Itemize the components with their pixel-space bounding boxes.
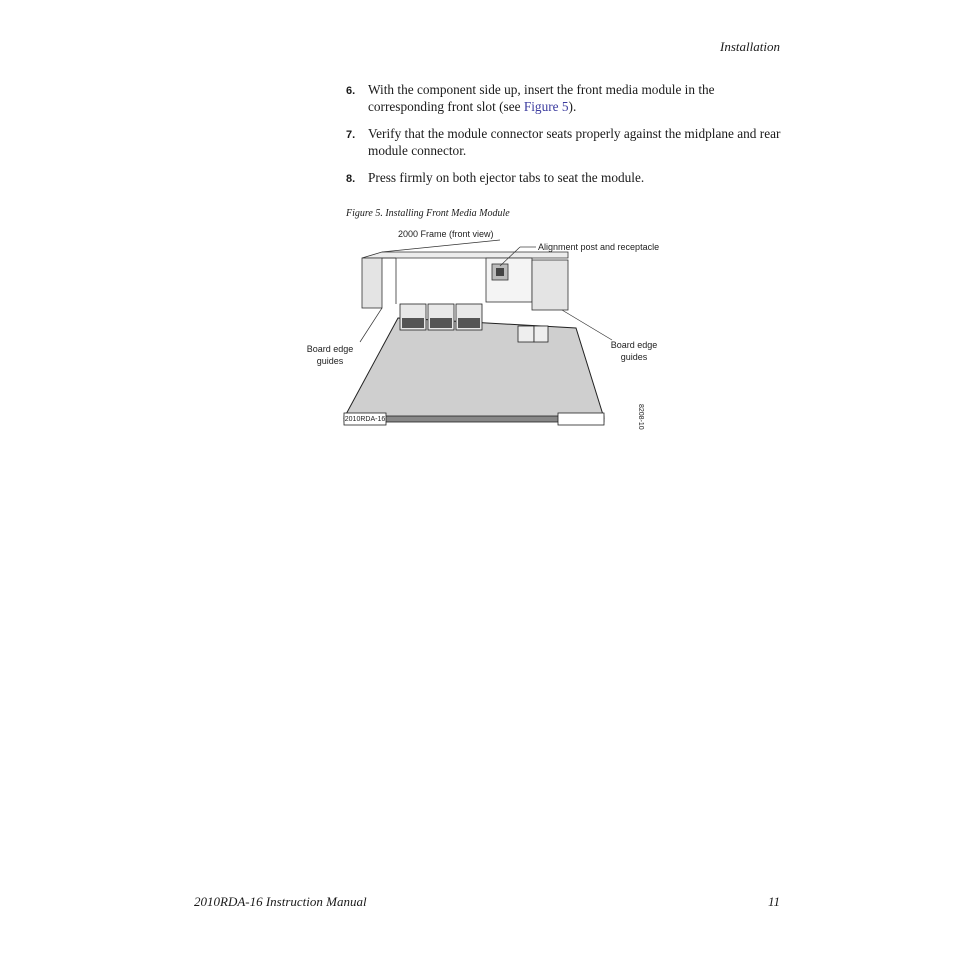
board-edge-guides-left-label: Board edge guides	[306, 344, 354, 366]
step-text-part: With the component side up, insert the front media module in the corresponding front slot (see	[368, 82, 715, 114]
step-number: 7.	[346, 129, 356, 141]
board-edge-guides-right-label: Board edge guides	[610, 340, 658, 362]
page-number: 11	[767, 894, 780, 909]
step-text: Press firmly on both ejector tabs to seat the module.	[368, 170, 645, 185]
step-7	[346, 126, 786, 159]
step-text: Verify that the module connector seats properly against the midplane and rear module connector.	[368, 126, 781, 158]
manual-title: 2010RDA-16 Instruction Manual	[194, 894, 367, 909]
figure-5-link[interactable]: Figure 5	[523, 98, 569, 114]
step-8	[346, 170, 786, 188]
module-illustration	[300, 222, 680, 434]
step-text-part: ).	[568, 98, 577, 114]
running-header: Installation	[720, 39, 780, 54]
installation-figure	[300, 222, 680, 434]
alignment-label: Alignment post and receptacle	[538, 242, 660, 252]
module-label: 2010RDA-16	[344, 416, 386, 423]
step-text	[368, 82, 786, 115]
figure-id-label: 8208-10	[637, 404, 644, 430]
frame-label: 2000 Frame (front view)	[398, 229, 494, 239]
step-number: 8.	[346, 173, 356, 185]
step-list	[346, 82, 786, 199]
figure-caption: Figure 5. Installing Front Media Module	[346, 208, 510, 219]
step-number: 6.	[346, 85, 356, 97]
step-6	[346, 82, 786, 115]
